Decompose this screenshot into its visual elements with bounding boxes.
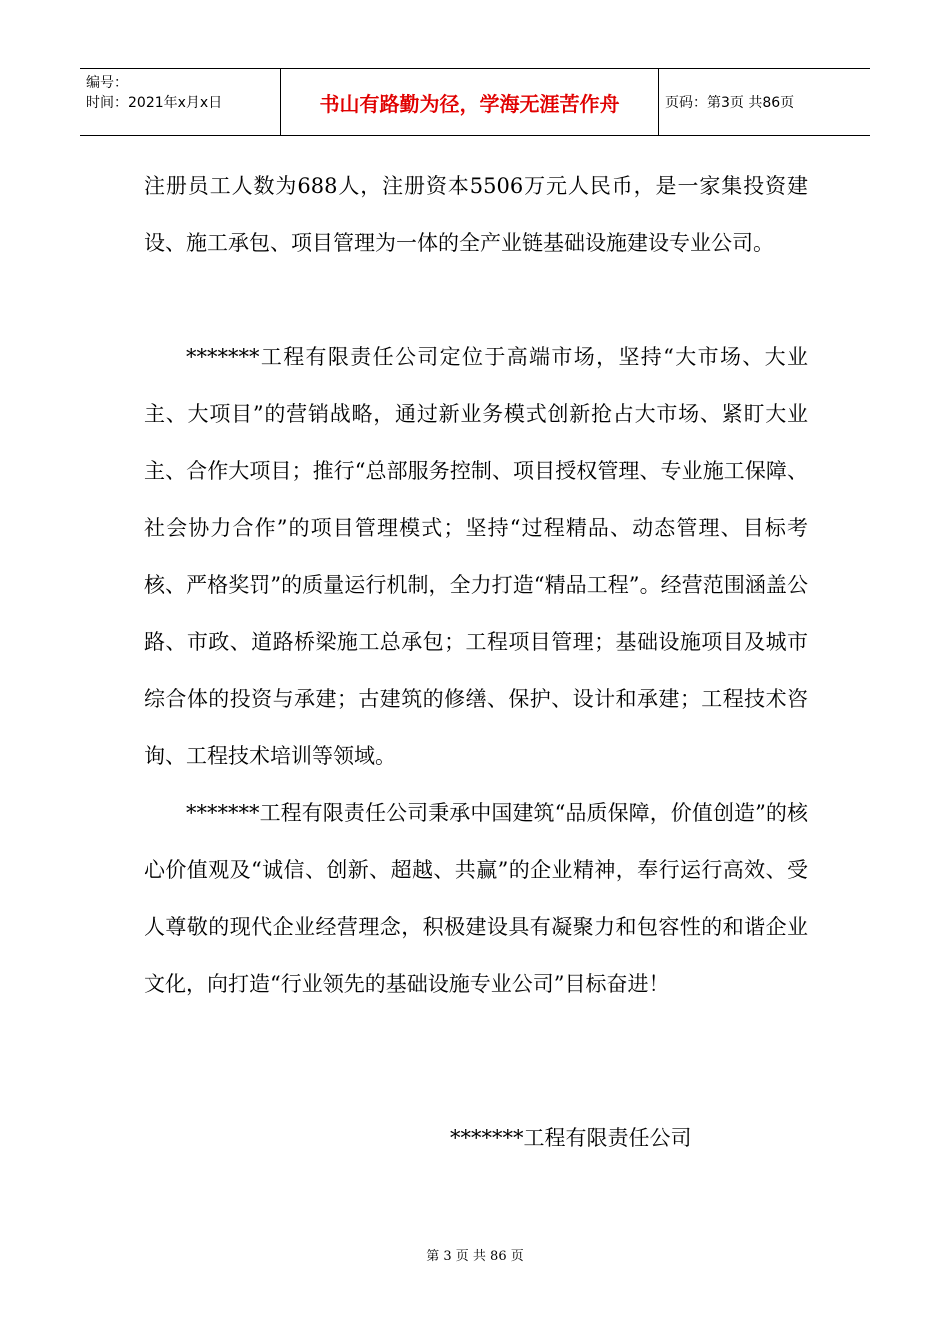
document-time-label: 时间：2021年x月x日 [86, 95, 223, 111]
paragraph-1: 注册员工人数为688人，注册资本5506万元人民币，是一家集投资建设、施工承包、项目管理为一体的全产业链基础设施建设专业公司。 [144, 174, 808, 255]
document-body [144, 158, 808, 1013]
document-number-label: 编号： [86, 75, 128, 91]
page-header [80, 68, 870, 136]
paragraph-2: *******工程有限责任公司定位于高端市场，坚持“大市场、大业主、大项目”的营销战略，通过新业务模式创新抢占大市场、紧盯大业主、合作大项目；推行“总部服务控制、项目授权管理、专业施工保障、社会协力合作”的项目管理模式；坚持“过程精品、动态管理、目标考核、严格奖罚”的质量运行机制，全力打造“精品工程”。经营范围涵盖公路、市政、道路桥梁施工总承包；工程项目管理；基础设施项目及城市综合体的投资与承建；古建筑的修缮、保护、设计和承建；工程技术咨询、工程技术培训等领域。 [144, 345, 808, 768]
header-motto: 书山有路勤为径，学海无涯苦作舟 [281, 69, 659, 135]
page-footer: 第 3 页 共 86 页 [426, 1249, 524, 1264]
header-meta [80, 69, 281, 135]
paragraph-3: *******工程有限责任公司秉承中国建筑“品质保障，价值创造”的核心价值观及“诚信、创新、超越、共赢”的企业精神，奉行运行高效、受人尊敬的现代企业经营理念，积极建设具有凝聚力和包容性的和谐企业文化，向打造“行业领先的基础设施专业公司”目标奋进！ [144, 801, 808, 996]
header-page-number: 页码：第3页 共86页 [665, 95, 795, 111]
company-signature: *******工程有限责任公司 [450, 1126, 692, 1150]
